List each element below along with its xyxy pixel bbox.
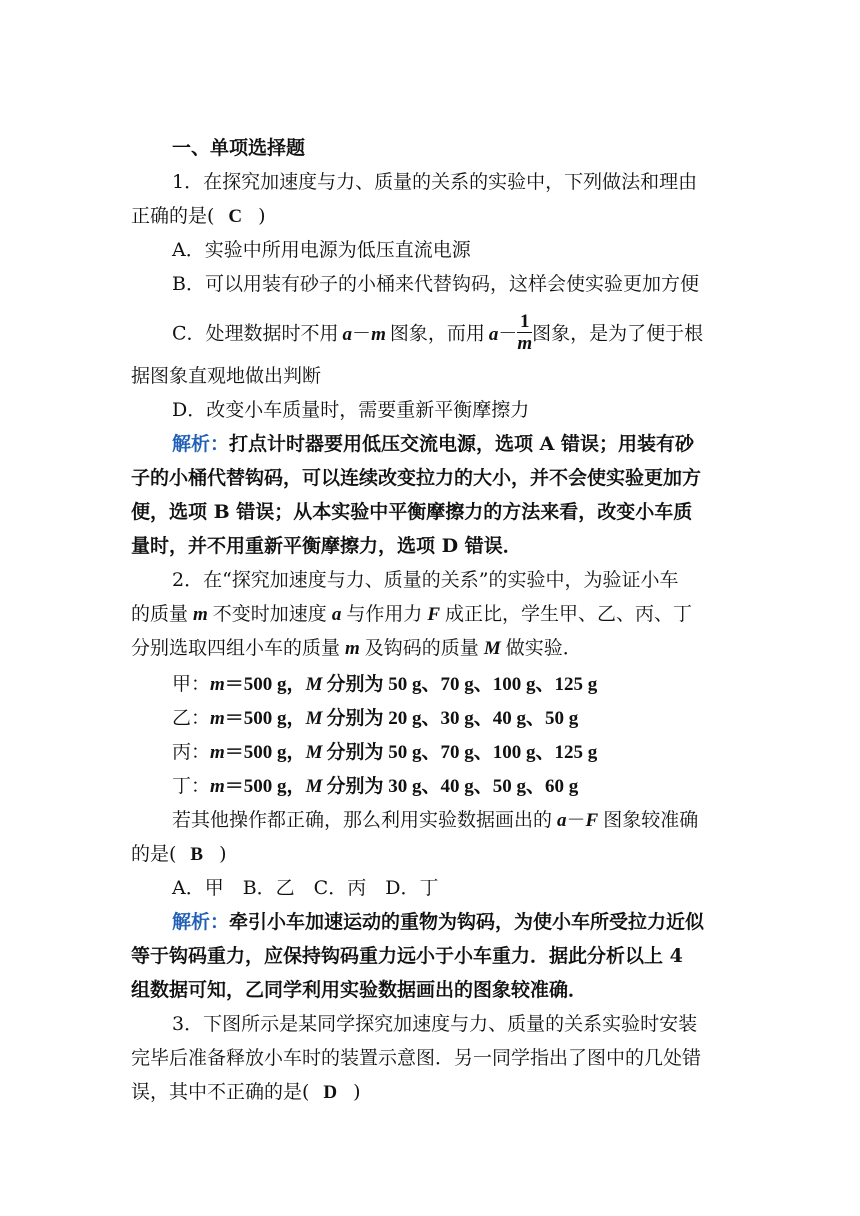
q2-question-text-b: 图象较准确 bbox=[603, 809, 699, 831]
q3-stem-line1: 3．下图所示是某同学探究加速度与力、质量的关系实验时安装 bbox=[172, 1013, 698, 1035]
q2-analysis-text1: 牵引小车加速运动的重物为钩码，为使小车所受拉力近似 bbox=[229, 911, 705, 933]
q2-row-mval: ＝500 g， bbox=[224, 708, 306, 729]
q1-option-c-var-m: m bbox=[371, 323, 386, 345]
q1-analysis-text1: 打点计时器要用低压交流电源，选项 A 错误；用装有砂 bbox=[229, 433, 694, 455]
q2-data-row bbox=[172, 671, 597, 698]
q1-option-d: D．改变小车质量时，需要重新平衡摩擦力 bbox=[172, 399, 530, 421]
q2-data-row bbox=[172, 705, 578, 732]
q2-var-F: F bbox=[427, 604, 441, 625]
q2-question-dash: － bbox=[566, 809, 586, 831]
q1-option-c-line2: 据图象直观地做出判断 bbox=[131, 365, 322, 387]
q2-stem-text-g: 做实验． bbox=[505, 637, 582, 659]
q2-row-who: 丁： bbox=[172, 775, 211, 797]
q1-option-c bbox=[172, 313, 703, 356]
q2-stem-line3 bbox=[131, 635, 582, 662]
q2-analysis-line2: 等于钩码重力，应保持钩码重力远小于小车重力．据此分析以上 4 bbox=[131, 945, 683, 967]
q2-options: A．甲 B．乙 C．丙 D．丁 bbox=[172, 877, 439, 899]
q2-question-suffix: ) bbox=[219, 843, 227, 865]
q2-var-m2: m bbox=[345, 638, 360, 659]
q2-row-var-m: m bbox=[210, 742, 225, 763]
q1-analysis-line1 bbox=[172, 431, 694, 457]
q1-stem-line2 bbox=[131, 203, 266, 230]
q2-row-mval: ＝500 g， bbox=[224, 674, 306, 695]
q2-row-var-m: m bbox=[210, 708, 225, 729]
q2-row-mval: ＝500 g， bbox=[224, 776, 306, 797]
q2-row-who: 乙： bbox=[172, 707, 211, 729]
q2-row-values: 分别为 30 g、40 g、50 g、60 g bbox=[326, 776, 579, 797]
q3-stem-line3 bbox=[131, 1079, 361, 1106]
q2-question-var-F: F bbox=[585, 810, 599, 831]
q2-analysis-line3: 组数据可知，乙同学利用实验数据画出的图象较准确． bbox=[131, 979, 588, 1001]
q3-answer: D bbox=[323, 1082, 338, 1103]
fraction-numerator: 1 bbox=[517, 312, 532, 333]
q1-option-c-dash: － bbox=[352, 322, 372, 345]
q2-analysis-line1 bbox=[172, 909, 704, 935]
q2-data-row bbox=[172, 773, 578, 800]
q2-stem-text-f: 及钩码的质量 bbox=[364, 637, 479, 659]
q1-analysis-line3: 便，选项 B 错误；从本实验中平衡摩擦力的方法来看，改变小车质 bbox=[131, 501, 693, 523]
q2-stem-text-c: 与作用力 bbox=[346, 603, 423, 625]
q2-question-line1 bbox=[172, 807, 698, 834]
q1-analysis-label: 解析： bbox=[172, 433, 230, 455]
q2-var-M: M bbox=[483, 638, 501, 659]
q3-stem-line2: 完毕后准备释放小车时的装置示意图．另一同学指出了图中的几处错 bbox=[131, 1047, 702, 1069]
q1-answer: C bbox=[228, 206, 243, 227]
q1-option-c-var-a: a bbox=[342, 323, 353, 345]
section-title: 一、单项选择题 bbox=[172, 137, 306, 159]
q2-data-row bbox=[172, 739, 597, 766]
q2-row-who: 甲： bbox=[172, 673, 211, 695]
q2-row-var-m: m bbox=[210, 674, 225, 695]
q1-option-c-dash2: － bbox=[498, 322, 518, 345]
q2-question-prefix: 的是( bbox=[131, 843, 177, 865]
q3-stem-suffix: ) bbox=[353, 1081, 361, 1103]
q2-question-line2 bbox=[131, 841, 227, 868]
q2-question-text-a: 若其他操作都正确，那么利用实验数据画出的 bbox=[172, 809, 553, 831]
q1-analysis-line4: 量时，并不用重新平衡摩擦力，选项 D 错误． bbox=[131, 535, 522, 557]
q1-option-b: B．可以用装有砂子的小桶来代替钩码，这样会使实验更加方便 bbox=[172, 273, 699, 295]
q1-option-c-text1: C．处理数据时不用 bbox=[172, 322, 339, 345]
q1-option-c-var-a2: a bbox=[488, 323, 499, 345]
q1-option-c-fraction bbox=[517, 312, 532, 355]
q2-answer: B bbox=[190, 844, 204, 865]
q2-row-values: 分别为 50 g、70 g、100 g、125 g bbox=[326, 674, 598, 695]
q1-option-c-text2: 图象，而用 bbox=[389, 322, 485, 345]
q2-row-var-M: M bbox=[305, 742, 323, 763]
q2-row-var-M: M bbox=[305, 708, 323, 729]
q3-stem-prefix: 误，其中不正确的是( bbox=[131, 1081, 310, 1103]
q2-row-values: 分别为 20 g、30 g、40 g、50 g bbox=[326, 708, 579, 729]
q1-option-c-text3: 图象，是为了便于根 bbox=[532, 322, 704, 345]
q2-row-var-M: M bbox=[305, 776, 323, 797]
q2-stem-text-a: 的质量 bbox=[131, 603, 189, 625]
q2-stem-line2 bbox=[131, 601, 692, 628]
q1-analysis-line2: 子的小桶代替钩码，可以连续改变拉力的大小，并不会使实验更加方 bbox=[131, 467, 702, 489]
q2-stem-text-b: 不变时加速度 bbox=[212, 603, 327, 625]
q2-stem-text-e: 分别选取四组小车的质量 bbox=[131, 637, 341, 659]
q2-var-a: a bbox=[331, 604, 342, 625]
q1-stem-line1: 1．在探究加速度与力、质量的关系的实验中，下列做法和理由 bbox=[172, 171, 698, 193]
q2-question-var-a: a bbox=[557, 810, 567, 831]
q1-stem-prefix: 正确的是( bbox=[131, 205, 215, 227]
q2-row-values: 分别为 50 g、70 g、100 g、125 g bbox=[326, 742, 598, 763]
q1-stem-suffix: ) bbox=[258, 205, 266, 227]
q2-row-mval: ＝500 g， bbox=[224, 742, 306, 763]
q1-option-a: A．实验中所用电源为低压直流电源 bbox=[172, 239, 471, 261]
q2-row-who: 丙： bbox=[172, 741, 211, 763]
q2-analysis-label: 解析： bbox=[172, 911, 230, 933]
q2-var-m: m bbox=[193, 604, 208, 625]
q2-stem-line1: 2．在“探究加速度与力、质量的关系”的实验中，为验证小车 bbox=[172, 569, 679, 591]
fraction-denominator: m bbox=[517, 333, 533, 354]
q2-row-var-m: m bbox=[210, 776, 225, 797]
q2-stem-text-d: 成正比，学生甲、乙、丙、丁 bbox=[445, 603, 693, 625]
q2-row-var-M: M bbox=[305, 674, 323, 695]
